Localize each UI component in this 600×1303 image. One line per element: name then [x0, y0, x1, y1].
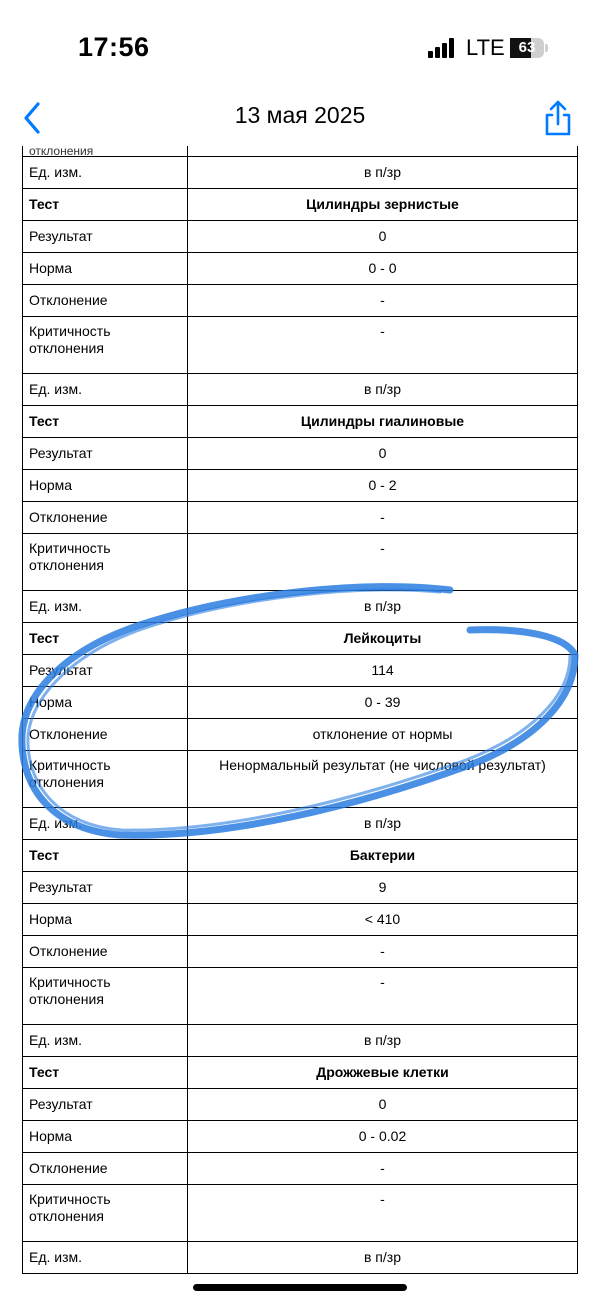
table-row: [23, 655, 578, 687]
row-label: Ед. изм.: [23, 1025, 188, 1057]
row-label: Тест: [23, 406, 188, 438]
row-value: -: [188, 1153, 578, 1185]
row-label: Отклонение: [23, 1153, 188, 1185]
table-row: [23, 285, 578, 317]
row-value: [188, 146, 578, 157]
row-label: Ед. изм.: [23, 157, 188, 189]
row-value: 9: [188, 872, 578, 904]
table-row: [23, 719, 578, 751]
test-header-row: [23, 406, 578, 438]
row-label: Норма: [23, 687, 188, 719]
table-row: [23, 1121, 578, 1153]
test-header-row: [23, 623, 578, 655]
results-table-container[interactable]: [22, 144, 577, 1265]
table-row: [23, 808, 578, 840]
row-label: Отклонение: [23, 719, 188, 751]
row-label: Тест: [23, 623, 188, 655]
row-label: Тест: [23, 1057, 188, 1089]
row-label: Норма: [23, 470, 188, 502]
battery-level: 63: [518, 39, 536, 56]
home-indicator[interactable]: [193, 1284, 407, 1291]
row-value: 0: [188, 1089, 578, 1121]
table-row: [23, 221, 578, 253]
cellular-signal-icon: [428, 38, 456, 58]
table-row: [23, 936, 578, 968]
page-title: 13 мая 2025: [234, 102, 366, 128]
share-icon: [540, 96, 576, 140]
row-value: < 410: [188, 904, 578, 936]
table-row: [23, 317, 578, 374]
table-row: [23, 1242, 578, 1274]
share-button[interactable]: [540, 96, 576, 140]
navigation-bar: [0, 90, 600, 146]
row-label: Результат: [23, 872, 188, 904]
row-label: Результат: [23, 438, 188, 470]
row-value: -: [188, 1185, 578, 1242]
row-value: в п/зр: [188, 374, 578, 406]
row-label: Критичность отклонения: [23, 968, 188, 1025]
row-label: Тест: [23, 840, 188, 872]
row-label: Результат: [23, 221, 188, 253]
table-row: [23, 751, 578, 808]
row-label: Критичность отклонения: [23, 1185, 188, 1242]
row-value: в п/зр: [188, 1025, 578, 1057]
row-value: в п/зр: [188, 591, 578, 623]
row-label: отклонения: [23, 146, 188, 157]
table-row: [23, 1185, 578, 1242]
row-value: отклонение от нормы: [188, 719, 578, 751]
row-label: Критичность отклонения: [23, 534, 188, 591]
table-row: [23, 687, 578, 719]
row-value: Дрожжевые клетки: [188, 1057, 578, 1089]
table-row: [23, 872, 578, 904]
row-value: Ненормальный результат (не числовой результат): [188, 751, 578, 808]
table-row: [23, 534, 578, 591]
table-row: [23, 157, 578, 189]
row-value: -: [188, 936, 578, 968]
row-label: Тест: [23, 189, 188, 221]
status-bar: [0, 0, 600, 90]
row-label: Критичность отклонения: [23, 317, 188, 374]
row-label: Норма: [23, 904, 188, 936]
row-value: в п/зр: [188, 157, 578, 189]
row-label: Ед. изм.: [23, 1242, 188, 1274]
row-value: Цилиндры зернистые: [188, 189, 578, 221]
row-value: -: [188, 502, 578, 534]
row-value: Цилиндры гиалиновые: [188, 406, 578, 438]
row-value: 0: [188, 221, 578, 253]
table-row: [23, 1153, 578, 1185]
row-value: 0 - 2: [188, 470, 578, 502]
row-value: -: [188, 285, 578, 317]
test-header-row: [23, 840, 578, 872]
row-label: Отклонение: [23, 502, 188, 534]
table-row: [23, 146, 578, 157]
row-label: Ед. изм.: [23, 374, 188, 406]
table-row: [23, 1025, 578, 1057]
table-row: [23, 438, 578, 470]
row-label: Результат: [23, 1089, 188, 1121]
row-label: Норма: [23, 1121, 188, 1153]
row-label: Ед. изм.: [23, 591, 188, 623]
row-value: Лейкоциты: [188, 623, 578, 655]
row-value: -: [188, 534, 578, 591]
test-header-row: [23, 189, 578, 221]
row-label: Норма: [23, 253, 188, 285]
row-value: 114: [188, 655, 578, 687]
row-value: Бактерии: [188, 840, 578, 872]
row-value: 0 - 39: [188, 687, 578, 719]
row-value: -: [188, 968, 578, 1025]
row-value: 0 - 0: [188, 253, 578, 285]
table-row: [23, 1089, 578, 1121]
table-row: [23, 968, 578, 1025]
row-label: Ед. изм.: [23, 808, 188, 840]
table-row: [23, 591, 578, 623]
table-row: [23, 470, 578, 502]
row-label: Результат: [23, 655, 188, 687]
results-table: [22, 146, 578, 1274]
row-value: -: [188, 317, 578, 374]
table-row: [23, 253, 578, 285]
row-label: Отклонение: [23, 936, 188, 968]
row-value: в п/зр: [188, 1242, 578, 1274]
row-label: Критичность отклонения: [23, 751, 188, 808]
table-row: [23, 502, 578, 534]
row-value: 0 - 0.02: [188, 1121, 578, 1153]
row-value: в п/зр: [188, 808, 578, 840]
table-row: [23, 374, 578, 406]
row-label: Отклонение: [23, 285, 188, 317]
network-type: LTE: [466, 35, 505, 60]
status-time: 17:56: [78, 32, 150, 62]
table-row: [23, 904, 578, 936]
battery-icon: [510, 38, 548, 58]
test-header-row: [23, 1057, 578, 1089]
row-value: 0: [188, 438, 578, 470]
